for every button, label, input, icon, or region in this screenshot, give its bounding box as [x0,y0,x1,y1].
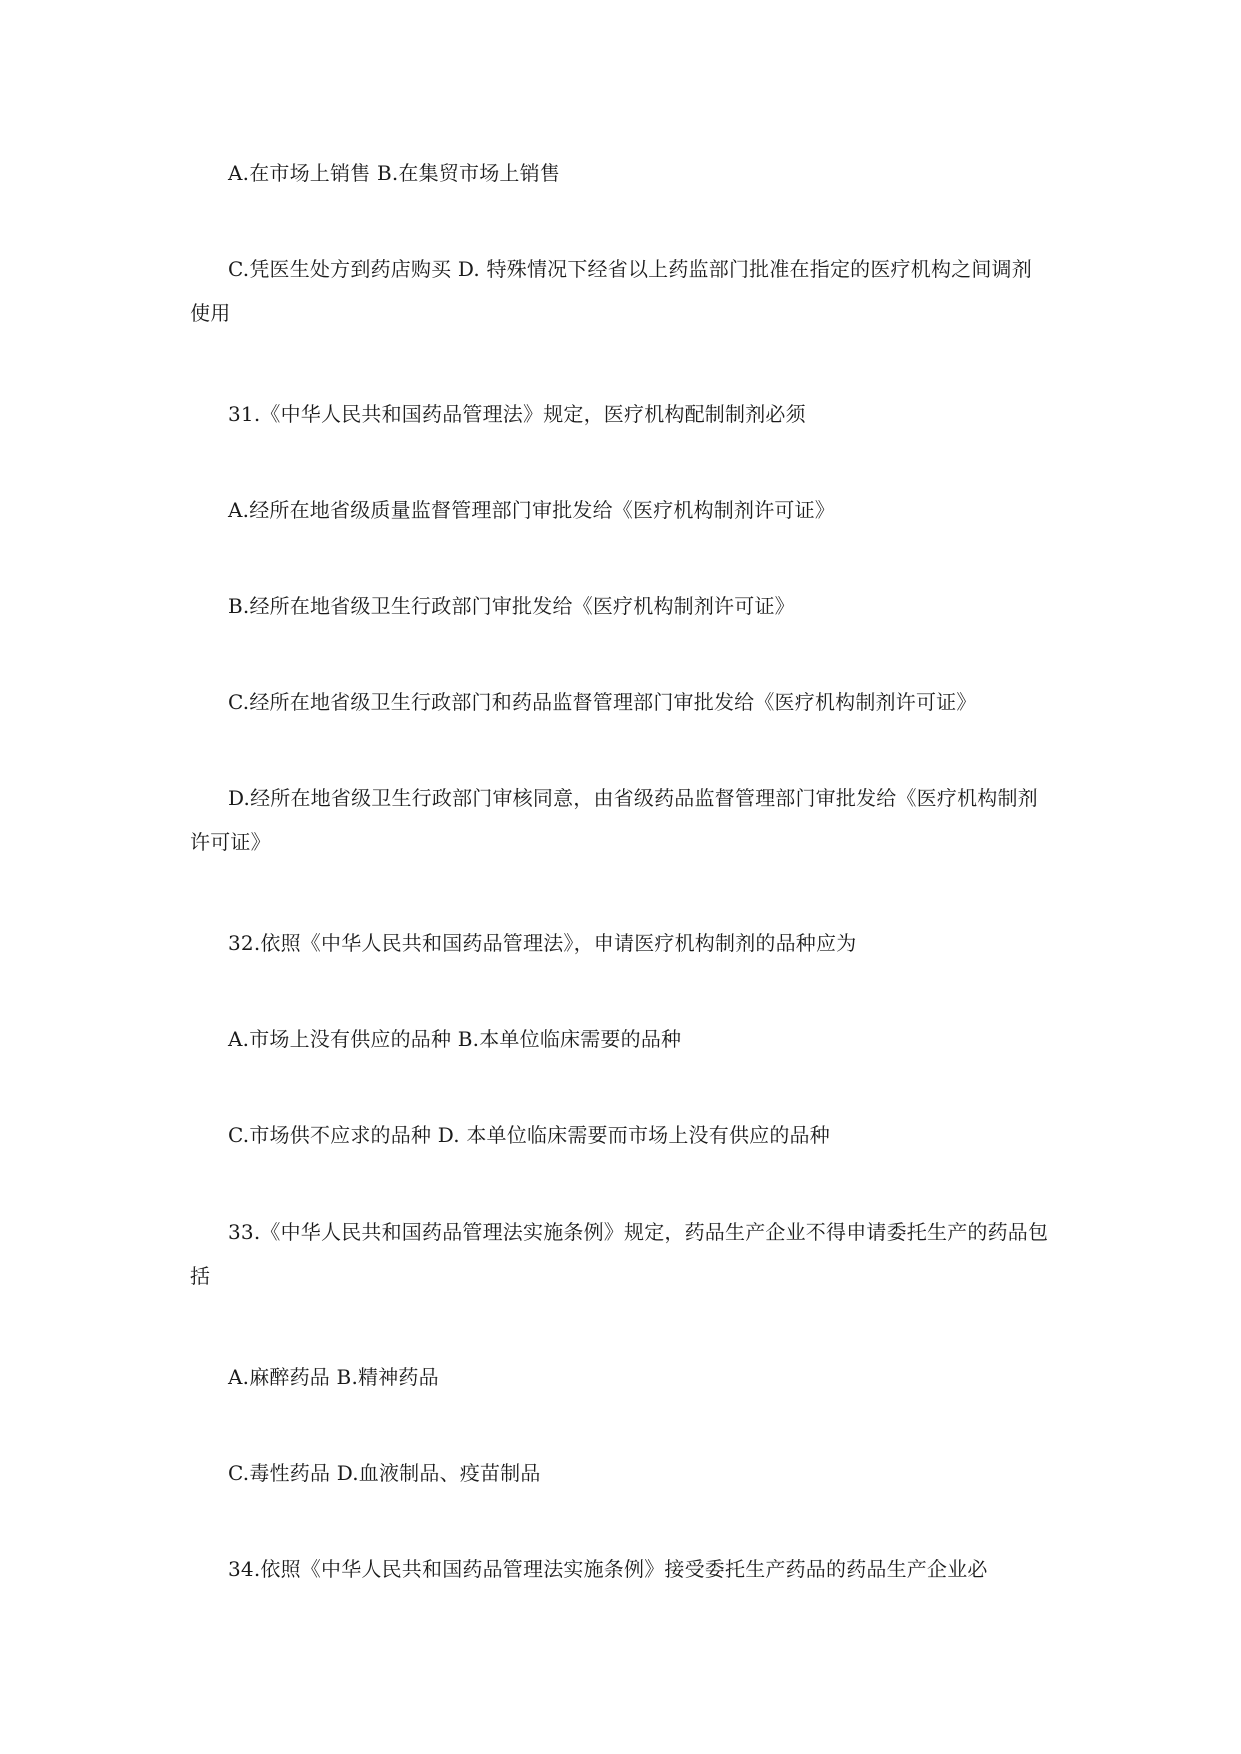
question-31-option-c: C.经所在地省级卫生行政部门和药品监督管理部门审批发给《医疗机构制剂许可证》 [228,690,977,714]
question-32-options-a-b: A.市场上没有供应的品种 B.本单位临床需要的品种 [228,1027,682,1051]
question-33-options-c-d: C.毒性药品 D.血液制品、疫苗制品 [228,1461,541,1485]
question-32-options-c-d: C.市场供不应求的品种 D. 本单位临床需要而市场上没有供应的品种 [228,1123,830,1147]
option-line-c-d: C.凭医生处方到药店购买 D. 特殊情况下经省以上药监部门批准在指定的医疗机构之间调剂使用 [190,257,1032,325]
question-34: 34.依照《中华人民共和国药品管理法实施条例》接受委托生产药品的药品生产企业必 [228,1557,988,1581]
question-33: 33.《中华人民共和国药品管理法实施条例》规定，药品生产企业不得申请委托生产的药品包括 [190,1220,1049,1288]
question-33-options-a-b: A.麻醉药品 B.精神药品 [228,1365,439,1389]
question-31-option-a: A.经所在地省级质量监督管理部门审批发给《医疗机构制剂许可证》 [228,498,836,522]
question-31-option-d: D.经所在地省级卫生行政部门审核同意，由省级药品监督管理部门审批发给《医疗机构制剂许可证》 [190,786,1038,854]
question-31-option-b: B.经所在地省级卫生行政部门审批发给《医疗机构制剂许可证》 [228,594,795,618]
question-32: 32.依照《中华人民共和国药品管理法》，申请医疗机构制剂的品种应为 [228,931,857,955]
question-31: 31.《中华人民共和国药品管理法》规定，医疗机构配制制剂必须 [228,402,806,426]
option-line-a-b: A.在市场上销售 B.在集贸市场上销售 [228,161,561,185]
